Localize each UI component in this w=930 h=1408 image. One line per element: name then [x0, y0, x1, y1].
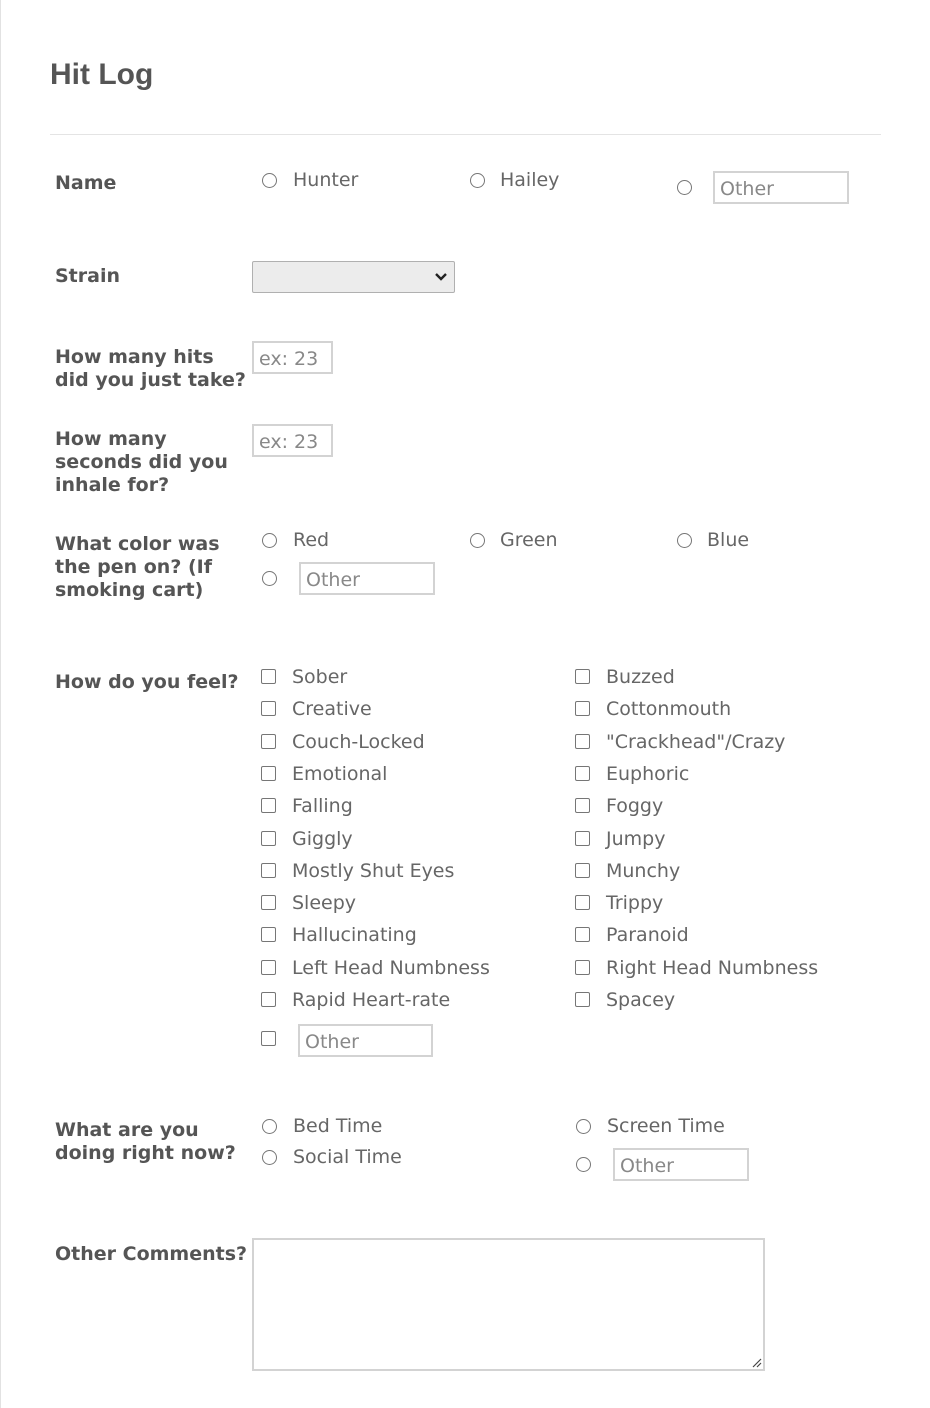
doing-other-input[interactable]: [613, 1148, 749, 1181]
feel-checkbox-other[interactable]: [261, 1031, 276, 1046]
feel-checkbox-right-head-numbness[interactable]: [575, 960, 590, 975]
feel-checkbox-sleepy[interactable]: [261, 895, 276, 910]
feel-checkbox-emotional[interactable]: [261, 766, 276, 781]
feel-option-label[interactable]: Couch-Locked: [292, 730, 425, 753]
pen-color-option-green-label[interactable]: Green: [500, 529, 558, 551]
doing-option-social-time-label[interactable]: Social Time: [293, 1146, 402, 1168]
title-divider: [50, 134, 881, 135]
page-title: Hit Log: [50, 58, 154, 91]
hits-label: How many hits did you just take?: [55, 346, 246, 391]
name-option-hunter-label[interactable]: Hunter: [293, 169, 359, 191]
doing-radio-bed-time[interactable]: [262, 1119, 277, 1134]
comments-textarea[interactable]: [252, 1238, 765, 1371]
feel-checkbox-foggy[interactable]: [575, 798, 590, 813]
name-label: Name: [55, 172, 117, 194]
feel-other-input[interactable]: [298, 1024, 433, 1057]
feel-option-label[interactable]: Rapid Heart-rate: [292, 989, 451, 1011]
feel-checkbox-euphoric[interactable]: [575, 766, 590, 781]
feel-checkbox-creative[interactable]: [261, 701, 276, 716]
hits-input[interactable]: [252, 341, 333, 374]
name-radio-hunter[interactable]: [262, 173, 277, 188]
feel-option-label[interactable]: Munchy: [606, 859, 681, 882]
feel-option-label[interactable]: Foggy: [606, 795, 664, 818]
feel-option-label[interactable]: Emotional: [292, 762, 388, 785]
doing-radio-screen-time[interactable]: [576, 1119, 591, 1134]
resize-grip-icon[interactable]: [750, 1356, 762, 1368]
feel-checkbox-hallucinating[interactable]: [261, 927, 276, 942]
feel-checkbox-sober[interactable]: [261, 669, 276, 684]
feel-option-label[interactable]: Paranoid: [606, 924, 689, 947]
name-radio-other[interactable]: [677, 180, 692, 195]
doing-radio-other[interactable]: [576, 1157, 591, 1172]
name-radio-hailey[interactable]: [470, 173, 485, 188]
feel-option-label[interactable]: Sleepy: [292, 892, 357, 915]
feel-checkbox-cottonmouth[interactable]: [575, 701, 590, 716]
feel-checkbox-paranoid[interactable]: [575, 927, 590, 942]
pen-color-other-input[interactable]: [299, 562, 435, 595]
feel-checkbox-trippy[interactable]: [575, 895, 590, 910]
feel-checkbox-buzzed[interactable]: [575, 669, 590, 684]
feel-option-label[interactable]: Spacey: [606, 989, 676, 1011]
pen-color-radio-green[interactable]: [470, 533, 485, 548]
name-option-hailey-label[interactable]: Hailey: [500, 169, 560, 191]
strain-label: Strain: [55, 265, 120, 287]
feel-option-label[interactable]: Trippy: [606, 892, 664, 915]
feel-option-label[interactable]: Falling: [292, 795, 353, 818]
feel-option-label[interactable]: Euphoric: [606, 762, 690, 785]
pen-color-radio-red[interactable]: [262, 533, 277, 548]
feel-option-label[interactable]: Buzzed: [606, 666, 675, 688]
feel-option-label[interactable]: Giggly: [292, 827, 353, 850]
feel-checkbox-munchy[interactable]: [575, 863, 590, 878]
feel-option-label[interactable]: Mostly Shut Eyes: [292, 859, 455, 882]
pen-color-radio-other[interactable]: [262, 571, 277, 586]
feel-option-label[interactable]: Sober: [292, 666, 348, 688]
feel-checkbox-jumpy[interactable]: [575, 831, 590, 846]
pen-color-option-red-label[interactable]: Red: [293, 529, 330, 551]
feel-option-label[interactable]: Right Head Numbness: [606, 956, 819, 979]
feel-checkbox-falling[interactable]: [261, 798, 276, 813]
page-left-border: [0, 0, 1, 1408]
feel-checkbox-couch-locked[interactable]: [261, 734, 276, 749]
doing-option-screen-time-label[interactable]: Screen Time: [607, 1115, 725, 1137]
chevron-down-icon: [434, 269, 448, 285]
feel-checkbox-spacey[interactable]: [575, 992, 590, 1007]
feel-option-label[interactable]: "Crackhead"/Crazy: [606, 730, 786, 753]
comments-label: Other Comments?: [55, 1243, 248, 1265]
feel-option-label[interactable]: Left Head Numbness: [292, 956, 490, 979]
pen-color-option-blue-label[interactable]: Blue: [707, 529, 750, 551]
feel-option-label[interactable]: Jumpy: [606, 827, 666, 850]
doing-option-bed-time-label[interactable]: Bed Time: [293, 1115, 383, 1137]
name-other-input[interactable]: [713, 171, 849, 204]
doing-radio-social-time[interactable]: [262, 1150, 277, 1165]
doing-label: What are you doing right now?: [55, 1119, 236, 1164]
strain-select[interactable]: [252, 261, 455, 293]
feel-checkbox-rapid-heart-rate[interactable]: [261, 992, 276, 1007]
feel-option-label[interactable]: Hallucinating: [292, 924, 417, 947]
feel-option-label[interactable]: Creative: [292, 698, 372, 721]
seconds-input[interactable]: [252, 424, 333, 457]
feel-checkbox-giggly[interactable]: [261, 831, 276, 846]
feel-checkbox-left-head-numbness[interactable]: [261, 960, 276, 975]
feel-checkbox-mostly-shut-eyes[interactable]: [261, 863, 276, 878]
feel-checkbox-crackhead-crazy[interactable]: [575, 734, 590, 749]
feel-label: How do you feel?: [55, 671, 239, 693]
seconds-label: How many seconds did you inhale for?: [55, 428, 228, 496]
feel-option-label[interactable]: Cottonmouth: [606, 698, 732, 721]
pen-color-radio-blue[interactable]: [677, 533, 692, 548]
pen-color-label: What color was the pen on? (If smoking cart): [55, 533, 220, 601]
